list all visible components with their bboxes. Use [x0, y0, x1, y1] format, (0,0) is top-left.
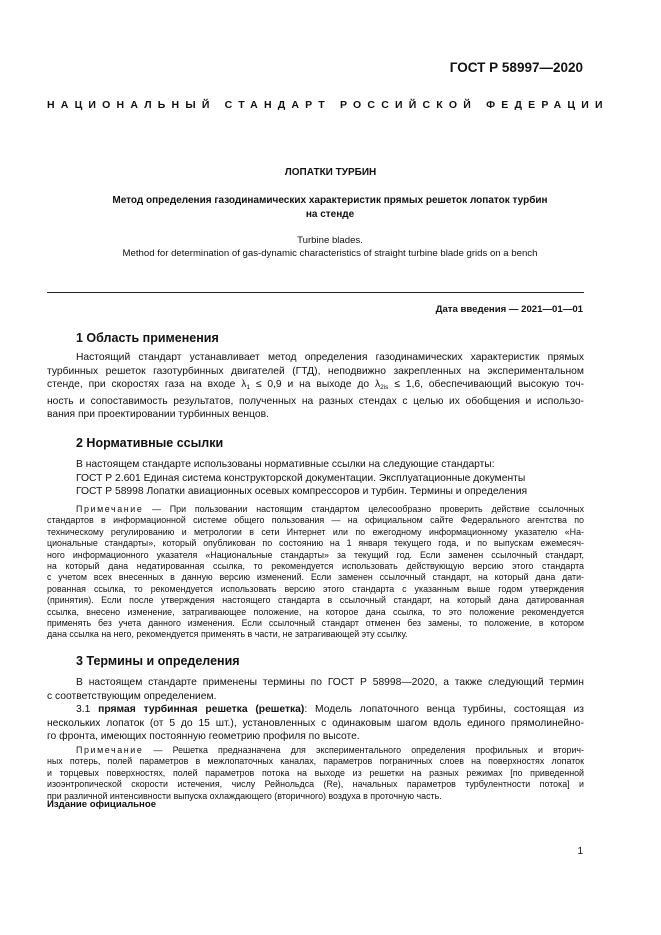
paragraph-line: ность и сопоставимость результатов, полученных на разных стендах с целью их обобщения и использо- [47, 395, 584, 407]
note-line: ных потерь, полей параметров в межлопаточных каналах, параметров пограничных слоев на поверхностях лопаток [47, 756, 584, 767]
term-number: 3.1 [76, 704, 91, 716]
paragraph-line: вания при проектировании турбинных венцов. [47, 409, 269, 421]
section-2-note [47, 504, 584, 641]
english-title-line: Turbine blades. [297, 235, 363, 246]
term-name: прямая турбинная решетка (решетка) [98, 704, 305, 716]
subtitle-line: Метод определения газодинамических характеристик прямых решеток лопаток турбин [112, 195, 548, 206]
note-line: изоэнтропической скорости истечения, числу Рейнольдса (Re), начальных параметров турбулентности потока] и [47, 779, 584, 790]
note-line: ссылка, внесено изменение, затрагивающее положение, на которое дана ссылка, то это положение рекомендуется [47, 606, 584, 617]
term-definition-line: 3.1 прямая турбинная решетка (решетка): Модель лопаточного венца турбины, состоящая из [76, 704, 584, 716]
paragraph-line: Настоящий стандарт устанавливает метод определения газодинамических характеристик прямых [76, 352, 584, 363]
section-1-heading: 1 Область применения [76, 331, 219, 345]
page-number: 1 [577, 846, 583, 857]
note-line: ного информационного указателя «Национальные стандарты» за текущий год. Если заменен ссылочный стандарт, [47, 549, 584, 560]
paragraph-line: турбинных решеток газотурбинных двигателей (ГТД), неподвижно закрепленных на экспериментальном [47, 365, 584, 377]
section-1-body [47, 351, 584, 422]
official-edition-label: Издание официальное [47, 799, 157, 810]
document-title: ЛОПАТКИ ТУРБИН [284, 167, 377, 178]
note-line: (принятия). Если после утверждения настоящего стандарта в ссылочный стандарт, на который дана датированная [47, 595, 584, 606]
paragraph-line: В настоящем стандарте применены термины по ГОСТ Р 58998—2020, а также следующий термин [76, 677, 584, 688]
section-2-body [47, 458, 584, 499]
term-definition-line: го фронта, имеющих постоянную геометрию профиля по высоте. [47, 731, 360, 743]
note-line: и торцевых поверхностях, полей параметров потока на выходе из решетки на разных режимах [по приведенной [47, 767, 584, 778]
subtitle-line: на стенде [305, 209, 355, 220]
note-line: на который дана недатированная ссылка, то рекомендуется использовать действующую версию этого стандарта [47, 561, 584, 572]
introduction-date: Дата введения — 2021—01—01 [435, 304, 583, 315]
note-line: рованная ссылка, то рекомендуется использовать версию этого стандарта с указанным выше годом утверждения [47, 583, 584, 594]
reference-item: ГОСТ Р 2.601 Единая система конструкторской документации. Эксплуатационные документы [76, 472, 526, 484]
note-line: при различной интенсивности выпуска охлаждающего (вторичного) воздуха в проточную часть. [47, 790, 442, 801]
paragraph-line: стенде, при скоростях газа на входе $\lambda_1 \le 0,9$ и на выходе до $\lambda_{2is} \le 1,6$, обеспечивающий высокую точ- [47, 379, 584, 392]
note-label: Примечание [76, 745, 144, 755]
note-label: Примечание [76, 504, 144, 514]
note-line: Примечание — При пользовании настоящим стандартом целесообразно проверить действие ссылочных [76, 504, 585, 514]
national-standard-banner: НАЦИОНАЛЬНЫЙ СТАНДАРТ РОССИЙСКОЙ ФЕДЕРАЦИИ [47, 99, 609, 111]
note-line: циональные стандарты», который опубликован по состоянию на 1 января текущего года, и по выпускам ежемесяч- [47, 538, 584, 549]
section-3-body [47, 676, 584, 744]
paragraph-line: В настоящем стандарте использованы нормативные ссылки на следующие стандарты: [76, 459, 495, 470]
standard-code: ГОСТ Р 58997—2020 [449, 60, 583, 75]
paragraph-line: с соответствующим определением. [47, 690, 217, 702]
note-line: дана ссылка на него, рекомендуется применять в части, не затрагивающей эту ссылку. [47, 629, 408, 640]
section-2-heading: 2 Нормативные ссылки [76, 436, 224, 450]
term-definition-line: нескольких лопаток (от 5 до 15 шт.), установленных с одинаковым шагом вдоль единого прямолинейно- [47, 717, 584, 729]
note-line: применять без учета данного изменения. Если ссылочный стандарт отменен без замены, то положение, в котором [47, 618, 584, 629]
document-subtitle [60, 194, 600, 222]
english-title [40, 234, 620, 260]
reference-item: ГОСТ Р 58998 Лопатки авиационных осевых компрессоров и турбин. Термины и определения [76, 486, 528, 498]
section-3-heading: 3 Термины и определения [76, 654, 240, 668]
note-line: с учетом всех внесенных в данную версию изменений. Если заменен ссылочный стандарт, на который дана дати- [47, 572, 584, 583]
english-title-line: Method for determination of gas-dynamic characteristics of straight turbine blade grids on a bench [122, 248, 538, 259]
section-3-note [47, 745, 584, 802]
note-line: Примечание — Решетка предназначена для экспериментального определения профильных и вторич- [76, 745, 585, 755]
divider [47, 292, 584, 293]
note-line: стандартов в информационной системе общего пользования — на официальном сайте Федерального агентства по [47, 515, 584, 526]
note-line: техническому регулированию и метрологии в сети Интернет или по ежегодному информационному указателю «На- [47, 526, 584, 537]
